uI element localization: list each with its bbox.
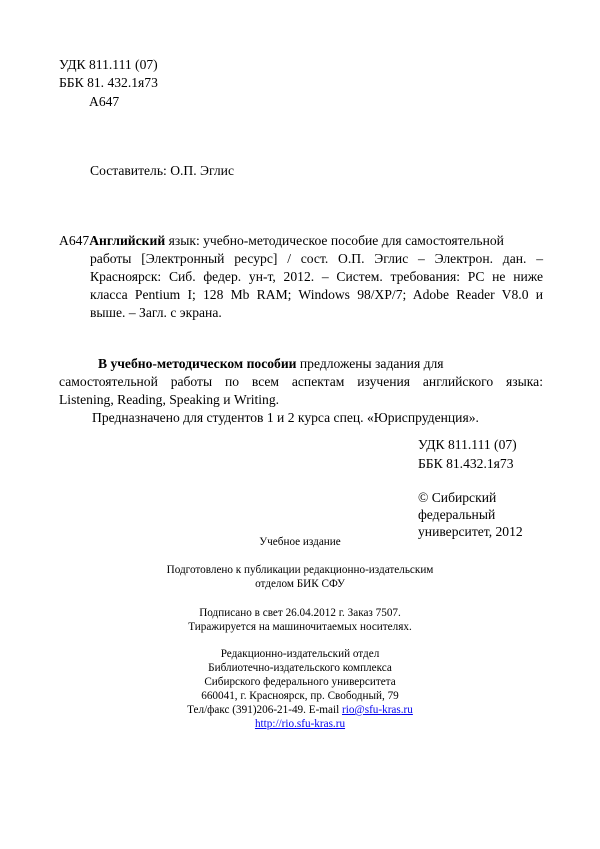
annotation-line-1 [98,356,543,372]
phone-text: Тел/факс (391)206-21-49. E-mail [187,704,342,716]
dept-line-3: Сибирского федерального университета [204,676,396,688]
replicated-line: Тиражируется на машиночитаемых носителях. [188,621,412,633]
bib-line-2: работы [Электронный ресурс] / сост. О.П. Эглис – Электрон. дан. – [90,251,543,266]
right-udk: УДК 811.111 (07) [418,437,517,452]
right-bbk: ББК 81.432.1я73 [418,456,514,471]
dept-line-1: Редакционно-издательский отдел [220,648,380,660]
bib-code: А647 [59,233,90,248]
annotation-line-2: самостоятельной работы по всем аспектам изучения английского языка: [59,374,543,389]
bib-line1-rest: язык: учебно-методическое пособие для самостоятельной [165,233,504,248]
prepared-line-2: отделом БИК СФУ [255,578,345,590]
bib-line-4: класса Pentium I; 128 Mb RAM; Windows 98/XP/7; Adobe Reader V8.0 и [90,287,543,302]
edition-type: Учебное издание [259,536,341,548]
annotation-line-3: Listening, Reading, Speaking и Writing. [59,392,280,407]
bib-title: Английский [89,233,166,248]
address-line: 660041, г. Красноярск, пр. Свободный, 79 [201,690,399,702]
dept-line-2: Библиотечно-издательского комплекса [208,662,392,674]
copyright-line-2: федеральный [418,507,496,522]
signed-line: Подписано в свет 26.04.2012 г. Заказ 7507. [199,607,401,619]
website-link[interactable]: http://rio.sfu-kras.ru [254,718,346,730]
email-link[interactable]: rio@sfu-kras.ru [341,704,413,716]
copyright-line-3: университет, 2012 [418,524,523,539]
prepared-line-1: Подготовлено к публикации редакционно-издательским [166,564,434,576]
bbk-code: ББК 81. 432.1я73 [59,75,158,90]
udk-code: УДК 811.111 (07) [59,57,158,72]
copyright-line-1: © Сибирский [418,490,497,505]
annotation-line-4: Предназначено для студентов 1 и 2 курса спец. «Юриспруденция». [92,410,479,425]
bib-line-5: выше. – Загл. с экрана. [90,305,222,320]
bib-line-1 [59,233,543,249]
bib-line-3: Красноярск: Сиб. федер. ун-т, 2012. – Систем. требования: PC не ниже [90,269,543,284]
annotation-bold: В учебно-методическом пособии [98,356,297,371]
author-mark: А647 [89,94,120,109]
contact-line [100,703,500,718]
compiler-line: Составитель: О.П. Эглис [90,163,234,178]
annotation-line1-rest: предложены задания для [296,356,444,371]
url-line [120,717,480,732]
